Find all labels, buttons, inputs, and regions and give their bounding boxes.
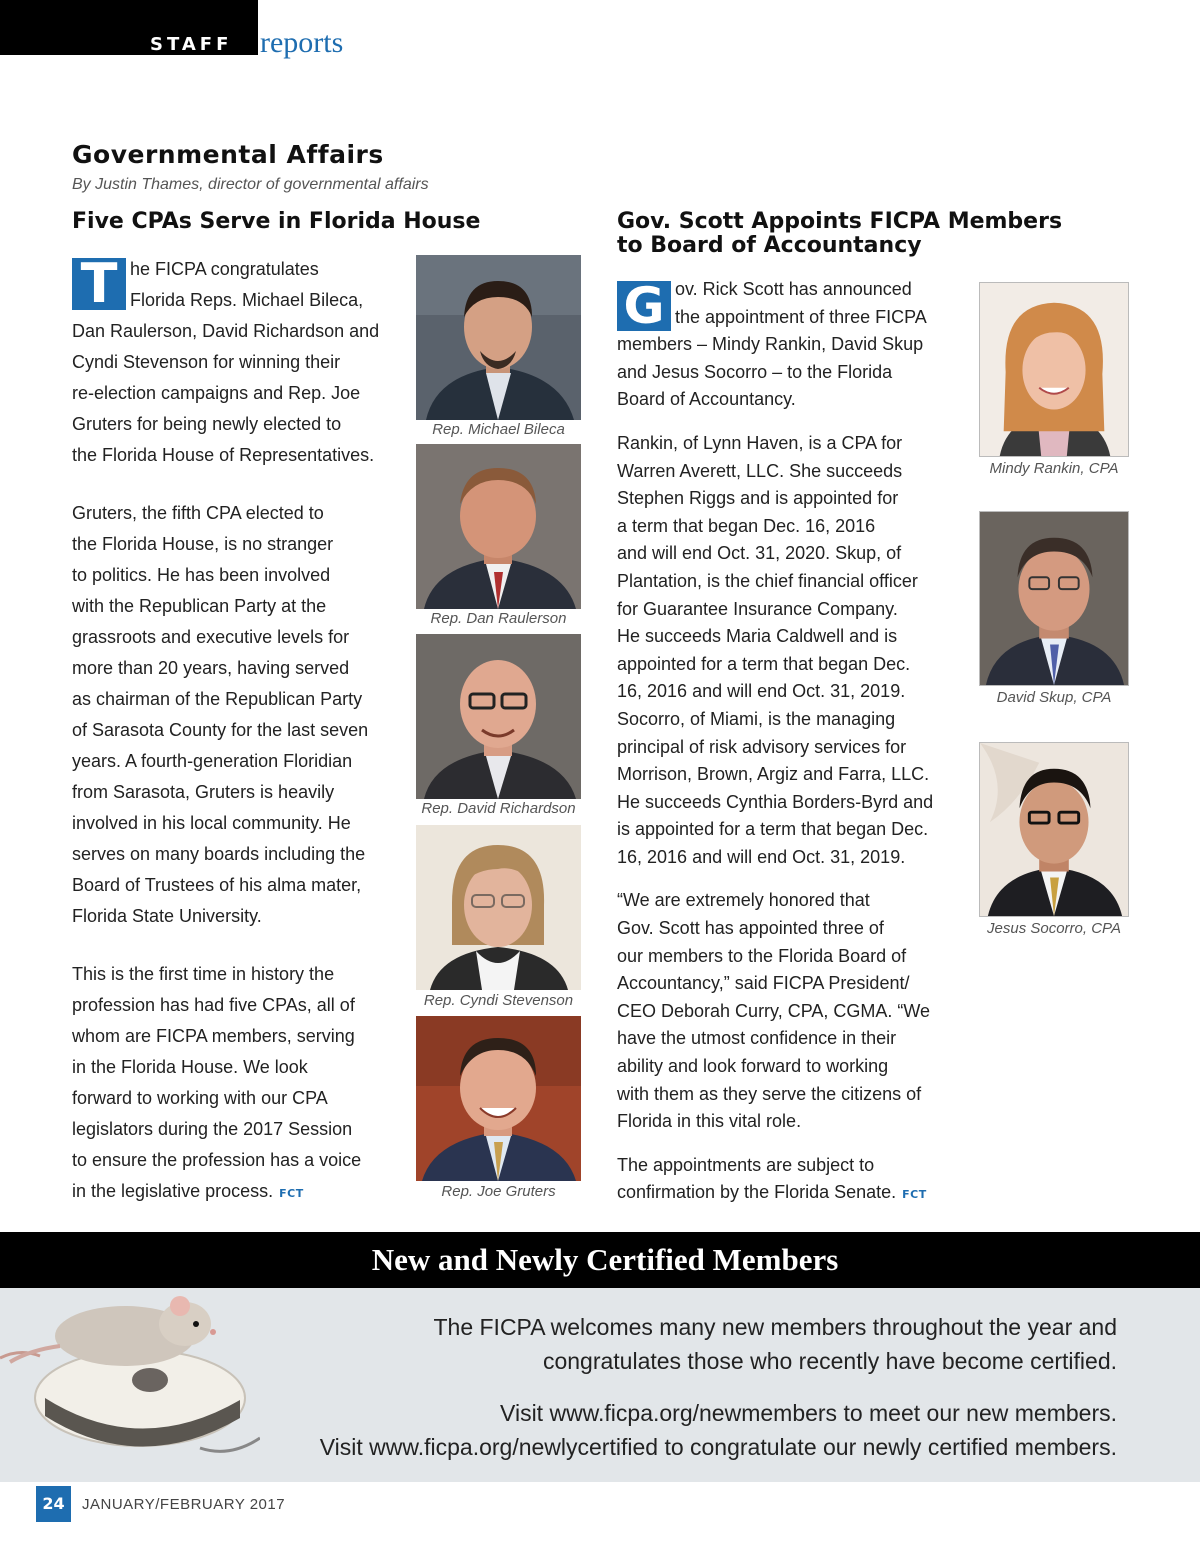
photo-david-skup — [979, 511, 1129, 686]
line: profession has had five CPAs, all of — [72, 995, 355, 1015]
issue-date: JANUARY/FEBRUARY 2017 — [82, 1496, 286, 1513]
line: grassroots and executive levels for — [72, 627, 350, 647]
line: serves on many boards including the — [72, 844, 366, 864]
dropcap-t: T — [72, 258, 126, 310]
article-left-title: Five CPAs Serve in Florida House — [72, 209, 481, 234]
line: as chairman of the Republican Party — [72, 689, 363, 709]
line: Socorro, of Miami, is the managing — [617, 708, 896, 729]
line: confirmation by the Florida Senate. — [617, 1182, 897, 1203]
line: He succeeds Maria Caldwell and is — [617, 626, 898, 647]
line: ov. Rick Scott has announced — [675, 279, 912, 299]
members-welcome-text — [433, 1310, 1117, 1378]
line: members – Mindy Rankin, David Skup — [617, 334, 924, 355]
line: involved in his local community. He — [72, 813, 351, 833]
line: more than 20 years, having served — [72, 658, 350, 678]
line: Florida Reps. Michael Bileca, — [130, 290, 364, 310]
line: appointed for a term that began Dec. — [617, 653, 911, 674]
line: Cyndi Stevenson for winning their — [72, 352, 341, 372]
article-left-paragraph-1 — [72, 254, 407, 471]
line: re-election campaigns and Rep. Joe — [72, 383, 361, 403]
line: CEO Deborah Curry, CPA, CGMA. “We — [617, 1000, 931, 1021]
line: Rankin, of Lynn Haven, is a CPA for — [617, 432, 903, 453]
caption-david-skup: David Skup, CPA — [996, 689, 1112, 706]
article-right-paragraph-4 — [617, 1152, 962, 1209]
photo-mindy-rankin — [979, 282, 1129, 457]
panel-line: congratulates those who recently have become certified. — [542, 1348, 1117, 1374]
caption-michael-bileca: Rep. Michael Bileca — [432, 421, 565, 438]
article-right-paragraph-2 — [617, 430, 962, 872]
line: Florida in this vital role. — [617, 1111, 802, 1132]
panel-line: The FICPA welcomes many new members throughout the year and — [433, 1314, 1117, 1340]
photo-jesus-socorro — [979, 742, 1129, 917]
caption-david-richardson: Rep. David Richardson — [421, 800, 576, 817]
byline: By Justin Thames, director of governmental affairs — [72, 176, 429, 193]
article-right-title — [617, 210, 1062, 258]
line: Morrison, Brown, Argiz and Farra, LLC. — [617, 764, 930, 785]
newly-certified-link[interactable]: Visit www.ficpa.org/newlycertified to congratulate our newly certified members. — [319, 1434, 1117, 1460]
caption-mindy-rankin: Mindy Rankin, CPA — [989, 460, 1119, 477]
line: the Florida House of Representatives. — [72, 445, 375, 465]
mouse-illustration — [0, 1288, 260, 1482]
line: the appointment of three FICPA — [675, 306, 927, 327]
article-left-paragraph-3 — [72, 959, 407, 1209]
caption-dan-raulerson: Rep. Dan Raulerson — [430, 610, 567, 627]
caption-cyndi-stevenson: Rep. Cyndi Stevenson — [423, 992, 574, 1009]
line: Plantation, is the chief financial officer — [617, 570, 918, 591]
header-staff-label: STAFF — [150, 34, 233, 55]
line: in the legislative process. — [72, 1181, 274, 1201]
line: he FICPA congratulates — [130, 259, 319, 279]
end-mark: FCT — [279, 1187, 304, 1200]
line: have the utmost confidence in their — [617, 1028, 897, 1049]
article-right-paragraph-3 — [617, 887, 962, 1135]
line: Gov. Scott has appointed three of — [617, 918, 884, 939]
end-mark: FCT — [902, 1188, 927, 1202]
line: for Guarantee Insurance Company. — [617, 598, 898, 619]
line: “We are extremely honored that — [617, 890, 870, 911]
new-members-link[interactable]: Visit www.ficpa.org/newmembers to meet our new members. — [500, 1400, 1117, 1426]
line: a term that began Dec. 16, 2016 — [617, 515, 876, 536]
article-left-paragraph-2 — [72, 498, 407, 932]
section-title: Governmental Affairs — [72, 140, 384, 169]
line: in the Florida House. We look — [72, 1057, 308, 1077]
photo-dan-raulerson — [416, 444, 581, 609]
line: and will end Oct. 31, 2020. Skup, of — [617, 543, 902, 564]
line: to ensure the profession has a voice — [72, 1150, 362, 1170]
title-line: Gov. Scott Appoints FICPA Members — [617, 209, 1063, 234]
title-line: to Board of Accountancy — [617, 233, 922, 258]
caption-joe-gruters: Rep. Joe Gruters — [441, 1183, 556, 1200]
line: whom are FICPA members, serving — [72, 1026, 355, 1046]
line: from Sarasota, Gruters is heavily — [72, 782, 335, 802]
line: forward to working with our CPA — [72, 1088, 328, 1108]
article-right-body — [617, 276, 962, 1209]
line: Florida State University. — [72, 906, 262, 926]
line: Board of Accountancy. — [617, 389, 796, 410]
dropcap-g: G — [617, 281, 671, 331]
line: to politics. He has been involved — [72, 565, 331, 585]
members-visit-text — [320, 1396, 1117, 1464]
line: Gruters for being newly elected to — [72, 414, 342, 434]
header-reports-label: reports — [260, 26, 344, 59]
line: legislators during the 2017 Session — [72, 1119, 353, 1139]
line: Stephen Riggs and is appointed for — [617, 488, 899, 509]
photo-joe-gruters — [416, 1016, 581, 1181]
photo-cyndi-stevenson — [416, 825, 581, 990]
article-left-body — [72, 254, 407, 1209]
members-banner-title: New and Newly Certified Members — [371, 1242, 839, 1277]
caption-jesus-socorro: Jesus Socorro, CPA — [987, 920, 1121, 937]
line: 16, 2016 and will end Oct. 31, 2019. — [617, 681, 906, 702]
line: years. A fourth-generation Floridian — [72, 751, 353, 771]
article-right-paragraph-1 — [617, 276, 962, 414]
line: He succeeds Cynthia Borders-Byrd and — [617, 791, 934, 812]
line: Accountancy,” said FICPA President/ — [617, 973, 910, 994]
line: with the Republican Party at the — [72, 596, 327, 616]
line: Dan Raulerson, David Richardson and — [72, 321, 380, 341]
line: our members to the Florida Board of — [617, 945, 907, 966]
line: principal of risk advisory services for — [617, 736, 907, 757]
line: 16, 2016 and will end Oct. 31, 2019. — [617, 846, 906, 867]
photo-david-richardson — [416, 634, 581, 799]
line: The appointments are subject to — [617, 1154, 875, 1175]
line: Gruters, the fifth CPA elected to — [72, 503, 324, 523]
line: of Sarasota County for the last seven — [72, 720, 369, 740]
page-number: 24 — [36, 1486, 71, 1522]
line: Warren Averett, LLC. She succeeds — [617, 460, 903, 481]
line: ability and look forward to working — [617, 1056, 889, 1077]
line: is appointed for a term that began Dec. — [617, 819, 929, 840]
line: Board of Trustees of his alma mater, — [72, 875, 362, 895]
line: the Florida House, is no stranger — [72, 534, 334, 554]
line: This is the first time in history the — [72, 964, 335, 984]
line: with them as they serve the citizens of — [617, 1083, 922, 1104]
line: and Jesus Socorro – to the Florida — [617, 361, 893, 382]
photo-michael-bileca — [416, 255, 581, 420]
